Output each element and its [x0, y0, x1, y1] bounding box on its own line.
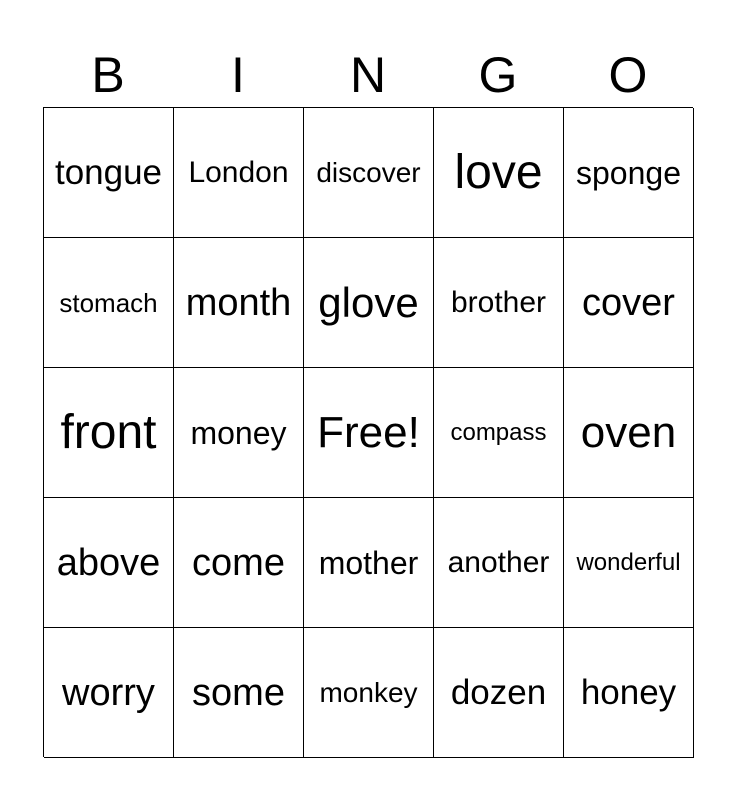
- bingo-cell[interactable]: sponge: [564, 108, 694, 238]
- bingo-cell[interactable]: another: [434, 498, 564, 628]
- bingo-cell[interactable]: London: [174, 108, 304, 238]
- bingo-cell[interactable]: come: [174, 498, 304, 628]
- bingo-cell[interactable]: glove: [304, 238, 434, 368]
- bingo-cell[interactable]: month: [174, 238, 304, 368]
- bingo-cell[interactable]: love: [434, 108, 564, 238]
- bingo-cell[interactable]: brother: [434, 238, 564, 368]
- bingo-cell[interactable]: money: [174, 368, 304, 498]
- bingo-cell[interactable]: above: [44, 498, 174, 628]
- bingo-cell[interactable]: honey: [564, 628, 694, 758]
- bingo-cell[interactable]: dozen: [434, 628, 564, 758]
- bingo-cell[interactable]: compass: [434, 368, 564, 498]
- bingo-header: [43, 42, 693, 108]
- bingo-board: [43, 107, 693, 757]
- bingo-cell[interactable]: worry: [44, 628, 174, 758]
- bingo-cell[interactable]: discover: [304, 108, 434, 238]
- bingo-cell[interactable]: tongue: [44, 108, 174, 238]
- bingo-cell[interactable]: some: [174, 628, 304, 758]
- bingo-cell[interactable]: wonderful: [564, 498, 694, 628]
- bingo-cell[interactable]: oven: [564, 368, 694, 498]
- bingo-cell[interactable]: monkey: [304, 628, 434, 758]
- header-letter-i: I: [231, 47, 245, 103]
- header-letter-g: G: [478, 47, 518, 103]
- header-letter-b: B: [91, 47, 125, 103]
- bingo-cell[interactable]: front: [44, 368, 174, 498]
- bingo-cell[interactable]: cover: [564, 238, 694, 368]
- bingo-cell[interactable]: stomach: [44, 238, 174, 368]
- bingo-free-cell[interactable]: Free!: [304, 368, 434, 498]
- bingo-cell[interactable]: mother: [304, 498, 434, 628]
- header-letter-o: O: [608, 47, 648, 103]
- header-letter-n: N: [349, 47, 387, 103]
